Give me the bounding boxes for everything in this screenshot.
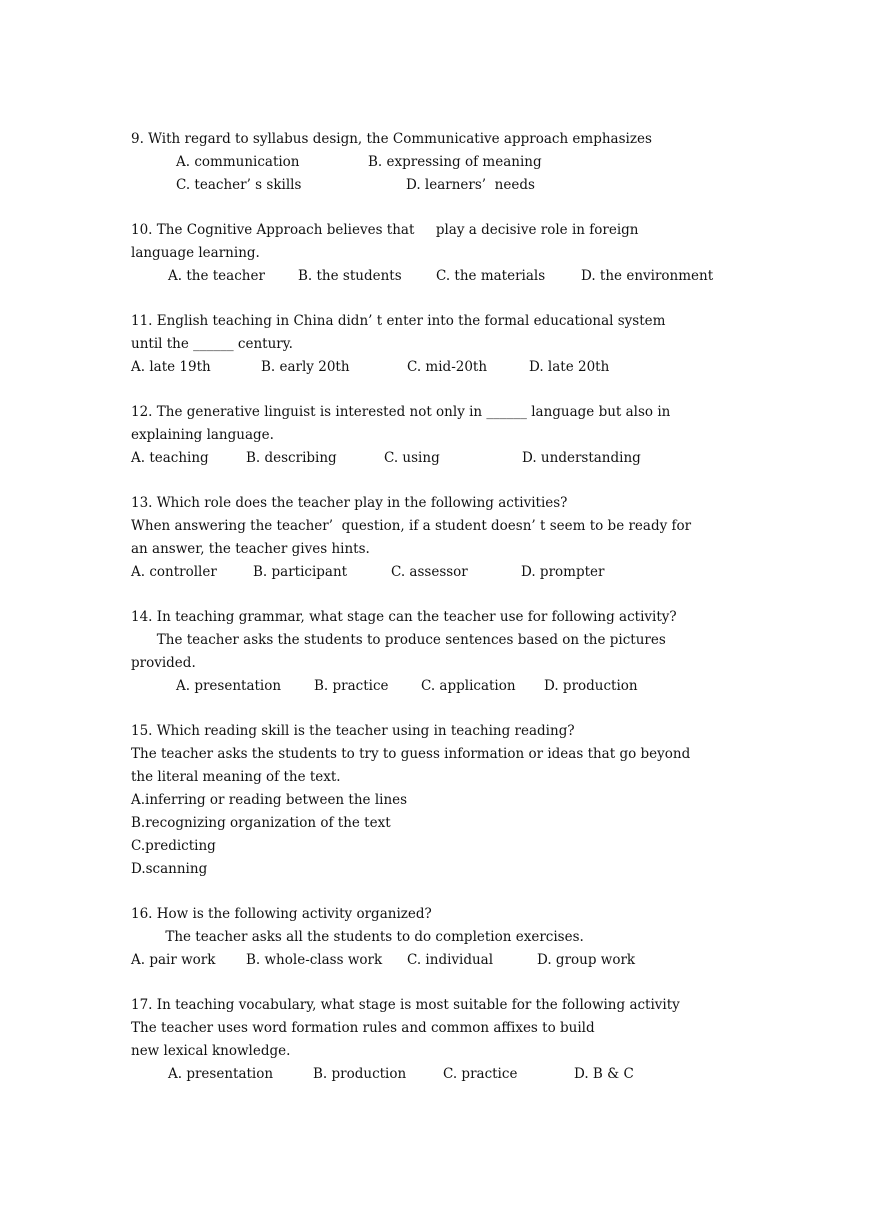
option-b: B. the students — [298, 268, 402, 284]
option-b: B. whole-class work — [246, 952, 383, 968]
option-d: D. learners’ needs — [406, 177, 535, 193]
options-row — [131, 561, 751, 584]
question-13 — [131, 492, 751, 584]
option-a: A. presentation — [176, 678, 282, 694]
option-c: C. application — [421, 678, 516, 694]
option-d: D. B & C — [574, 1066, 634, 1082]
question-text: 13. Which role does the teacher play in the following activities? — [131, 495, 568, 511]
option-b: B. participant — [253, 564, 348, 580]
option-d: D. understanding — [522, 450, 641, 466]
question-10 — [131, 219, 751, 288]
options-row — [131, 265, 751, 288]
question-15 — [131, 720, 751, 881]
question-text: 16. How is the following activity organized? — [131, 906, 432, 922]
option-d: D. prompter — [521, 564, 605, 580]
exam-page — [131, 128, 751, 1086]
option-a: A. late 19th — [131, 359, 211, 375]
option-b: B. early 20th — [261, 359, 350, 375]
options-row — [131, 174, 751, 197]
option-d: D. group work — [537, 952, 636, 968]
option-d: D. the environment — [581, 268, 714, 284]
option-c: C. assessor — [391, 564, 468, 580]
question-text: the literal meaning of the text. — [131, 769, 341, 785]
question-text: until the ______ century. — [131, 336, 293, 352]
options-row — [131, 1063, 751, 1086]
question-text: The teacher asks the students to try to guess information or ideas that go beyond — [131, 746, 691, 762]
question-text: 12. The generative linguist is interested not only in ______ language but also in — [131, 404, 671, 420]
option-b: B. describing — [246, 450, 337, 466]
option-a: A. controller — [131, 564, 217, 580]
option-c: C.predicting — [131, 838, 216, 854]
option-b: B.recognizing organization of the text — [131, 815, 391, 831]
option-c: C. the materials — [436, 268, 546, 284]
option-a: A. pair work — [131, 952, 216, 968]
question-text: The teacher asks all the students to do completion exercises. — [131, 929, 584, 945]
option-d: D. late 20th — [529, 359, 610, 375]
question-text: The teacher uses word formation rules and common affixes to build — [131, 1020, 595, 1036]
option-a: A. presentation — [168, 1066, 274, 1082]
question-text: When answering the teacher’ question, if a student doesn’ t seem to be ready for — [131, 518, 692, 534]
question-text: 17. In teaching vocabulary, what stage is most suitable for the following activity — [131, 997, 680, 1013]
question-12 — [131, 401, 751, 470]
question-text: an answer, the teacher gives hints. — [131, 541, 370, 557]
option-a: A.inferring or reading between the lines — [131, 792, 408, 808]
question-text: new lexical knowledge. — [131, 1043, 291, 1059]
question-text: The teacher asks the students to produce sentences based on the pictures — [131, 632, 666, 648]
question-14 — [131, 606, 751, 698]
option-a: A. communication — [176, 154, 300, 170]
question-text: 10. The Cognitive Approach believes that play a decisive role in foreign — [131, 222, 639, 238]
question-17 — [131, 994, 751, 1086]
question-text: explaining language. — [131, 427, 274, 443]
question-16 — [131, 903, 751, 972]
option-a: A. teaching — [131, 450, 209, 466]
question-text: 14. In teaching grammar, what stage can the teacher use for following activity? — [131, 609, 677, 625]
option-c: C. using — [384, 450, 440, 466]
question-text: 11. English teaching in China didn’ t enter into the formal educational system — [131, 313, 666, 329]
question-11 — [131, 310, 751, 379]
option-d: D.scanning — [131, 861, 208, 877]
option-c: C. mid-20th — [407, 359, 488, 375]
options-row — [131, 447, 751, 470]
question-text: 9. With regard to syllabus design, the Communicative approach emphasizes — [131, 131, 652, 147]
options-row — [131, 949, 751, 972]
question-text: language learning. — [131, 245, 260, 261]
question-text: provided. — [131, 655, 196, 671]
option-a: A. the teacher — [168, 268, 265, 284]
option-b: B. expressing of meaning — [368, 154, 542, 170]
option-b: B. practice — [314, 678, 389, 694]
question-text: 15. Which reading skill is the teacher using in teaching reading? — [131, 723, 575, 739]
option-c: C. practice — [443, 1066, 518, 1082]
question-9 — [131, 128, 751, 197]
options-row — [131, 356, 751, 379]
options-row — [131, 151, 751, 174]
option-c: C. individual — [407, 952, 494, 968]
options-row — [131, 675, 751, 698]
option-c: C. teacher’ s skills — [176, 177, 302, 193]
option-b: B. production — [313, 1066, 407, 1082]
option-d: D. production — [544, 678, 638, 694]
